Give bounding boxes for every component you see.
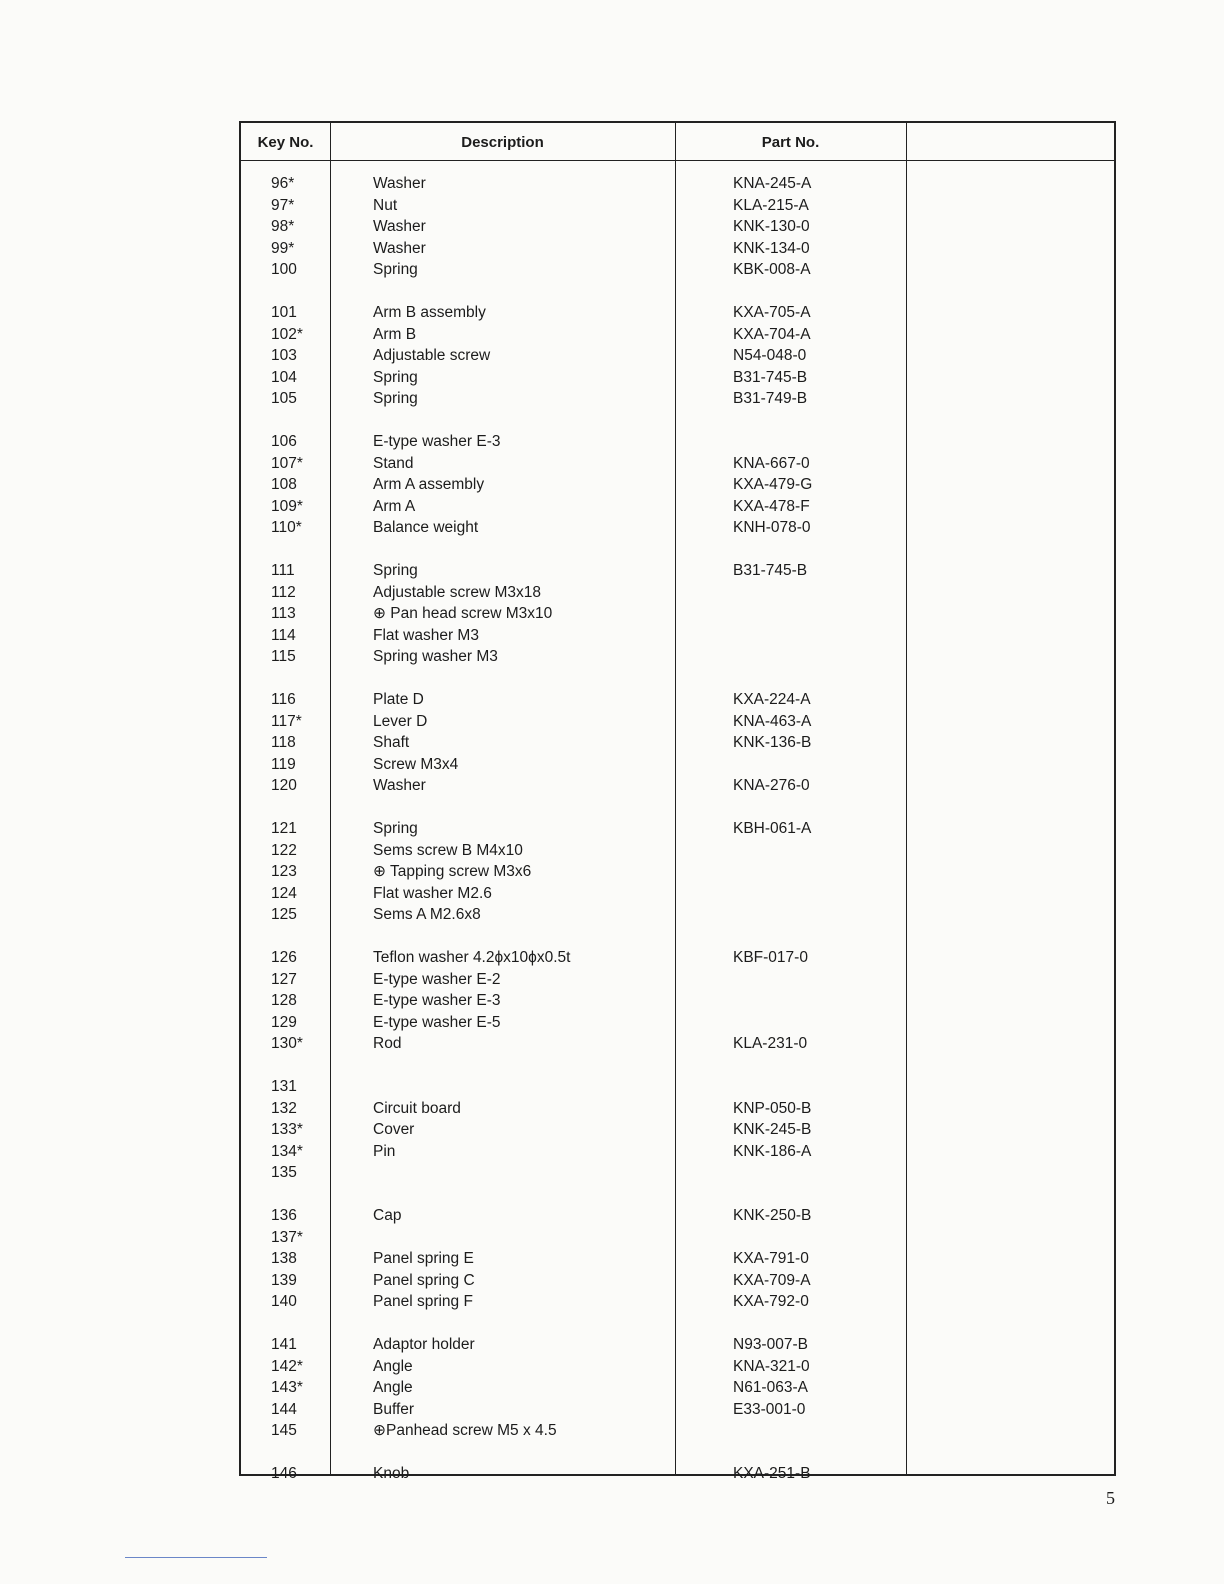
key-no-cell: 105 (271, 390, 297, 407)
description-cell: Arm A (373, 497, 416, 515)
description-cell: Knob (373, 1465, 410, 1482)
key-no-cell: 108 (271, 476, 297, 493)
table-row (241, 1033, 1114, 1055)
key-no-cell: 106 (271, 433, 297, 450)
part-no-cell: KNH-078-0 (733, 519, 811, 536)
description-cell: ⊕ Pan head screw M3x10 (373, 605, 553, 622)
key-no-cell: 99* (271, 239, 295, 257)
description-cell: Spring washer M3 (373, 648, 498, 665)
table-row (241, 1334, 1114, 1356)
description-cell: E-type washer E-3 (373, 433, 501, 450)
description-cell: E-type washer E-3 (373, 992, 501, 1009)
table-row (241, 496, 1114, 518)
key-no-cell: 120 (271, 777, 297, 794)
part-no-cell: KNA-276-0 (733, 777, 810, 794)
key-no-cell: 123 (271, 863, 297, 880)
key-no-cell: 101 (271, 304, 297, 321)
key-no-cell: 125 (271, 906, 297, 923)
key-no-cell: 142* (271, 1357, 303, 1375)
part-no-cell: KNA-667-0 (733, 454, 810, 472)
key-no-cell: 137* (271, 1228, 303, 1246)
description-cell: Screw M3x4 (373, 755, 459, 773)
description-cell: ⊕ Tapping screw M3x6 (373, 863, 532, 880)
part-no-cell: E33-001-0 (733, 1400, 806, 1418)
description-cell: Stand (373, 454, 414, 472)
part-no-cell: KBK-008-A (733, 261, 811, 278)
description-cell: Spring (373, 261, 418, 278)
table-row (241, 1141, 1114, 1163)
key-no-cell: 116 (271, 691, 296, 708)
table-row (241, 324, 1114, 346)
key-no-cell: 100 (271, 261, 297, 278)
key-no-cell: 110* (271, 519, 302, 536)
description-cell: Panel spring F (373, 1293, 473, 1310)
description-cell: Angle (373, 1379, 413, 1396)
key-no-cell: 146 (271, 1465, 297, 1482)
table-row (241, 1205, 1114, 1227)
table-row (241, 625, 1114, 647)
key-no-cell: 104 (271, 368, 297, 386)
table-row (241, 474, 1114, 496)
key-no-cell: 118 (271, 734, 296, 751)
row-group (241, 1205, 1114, 1313)
table-row (241, 517, 1114, 539)
key-no-cell: 124 (271, 884, 297, 902)
table-row (241, 1399, 1114, 1421)
table-row (241, 754, 1114, 776)
description-cell: Arm A assembly (373, 476, 485, 493)
table-row (241, 818, 1114, 840)
part-no-cell: KNA-245-A (733, 175, 812, 192)
part-no-cell: B31-745-B (733, 562, 808, 579)
description-cell: Washer (373, 239, 426, 257)
table-row (241, 732, 1114, 754)
table-row (241, 990, 1114, 1012)
table-row (241, 840, 1114, 862)
key-no-cell: 113 (271, 605, 296, 622)
description-cell: Pin (373, 1142, 396, 1160)
table-row (241, 431, 1114, 453)
key-no-cell: 131 (271, 1078, 297, 1095)
parts-list-table (239, 121, 1116, 1482)
description-cell: Arm B assembly (373, 304, 486, 321)
key-no-cell: 128 (271, 992, 297, 1009)
description-cell: Cover (373, 1121, 415, 1138)
key-no-cell: 109* (271, 497, 303, 515)
part-no-cell: KNK-186-A (733, 1142, 812, 1160)
table-row (241, 1119, 1114, 1141)
key-no-cell: 138 (271, 1250, 297, 1267)
part-no-cell: KXA-224-A (733, 691, 811, 708)
description-cell: Rod (373, 1035, 402, 1052)
description-cell: Spring (373, 368, 418, 386)
row-group (241, 1334, 1114, 1442)
table-row (241, 1076, 1114, 1098)
description-cell: Nut (373, 196, 398, 214)
part-no-cell: B31-745-B (733, 368, 808, 386)
table-body (241, 173, 1114, 1506)
description-cell: ⊕Panhead screw M5 x 4.5 (373, 1422, 557, 1439)
table-row (241, 775, 1114, 797)
row-group (241, 689, 1114, 797)
table-row (241, 904, 1114, 926)
row-group (241, 302, 1114, 410)
table-row (241, 1248, 1114, 1270)
description-cell: Sems A M2.6x8 (373, 906, 481, 923)
table-row (241, 969, 1114, 991)
description-cell: Circuit board (373, 1099, 461, 1117)
table-row (241, 1270, 1114, 1292)
part-no-cell: N93-007-B (733, 1336, 808, 1353)
table-row (241, 302, 1114, 324)
table-row (241, 453, 1114, 475)
table-row (241, 1162, 1114, 1184)
key-no-cell: 144 (271, 1400, 297, 1418)
description-cell: Arm B (373, 325, 417, 343)
description-cell: Shaft (373, 734, 410, 751)
table-row (241, 195, 1114, 217)
table-row (241, 1356, 1114, 1378)
description-cell: Panel spring C (373, 1271, 475, 1289)
key-no-cell: 102* (271, 325, 303, 343)
table-row (241, 947, 1114, 969)
table-row (241, 1377, 1114, 1399)
key-no-cell: 133* (271, 1121, 303, 1138)
table-row (241, 367, 1114, 389)
key-no-cell: 136 (271, 1207, 297, 1224)
page-number: 5 (1106, 1488, 1115, 1508)
table-row (241, 388, 1114, 410)
part-no-cell: KXA-791-0 (733, 1250, 809, 1267)
key-no-cell: 126 (271, 949, 297, 966)
key-no-cell: 143* (271, 1379, 303, 1396)
key-no-cell: 119 (271, 755, 296, 773)
description-cell: Washer (373, 218, 426, 235)
description-cell: E-type washer E-2 (373, 970, 501, 988)
header-key-no: Key No. (257, 134, 314, 151)
key-no-cell: 98* (271, 218, 295, 235)
row-group (241, 560, 1114, 668)
part-no-cell: KNA-463-A (733, 712, 812, 730)
part-no-cell: KLA-215-A (733, 196, 809, 214)
table-row (241, 1012, 1114, 1034)
description-cell: Angle (373, 1357, 413, 1375)
key-no-cell: 141 (271, 1336, 297, 1353)
part-no-cell: KLA-231-0 (733, 1035, 808, 1052)
description-cell: Buffer (373, 1400, 415, 1418)
table-row (241, 1463, 1114, 1485)
description-cell: Adjustable screw (373, 347, 491, 364)
table-row (241, 582, 1114, 604)
part-no-cell: KXA-792-0 (733, 1293, 809, 1310)
table-row (241, 259, 1114, 281)
header-description: Description (461, 134, 544, 151)
description-cell: Washer (373, 777, 426, 794)
key-no-cell: 112 (271, 583, 296, 601)
table-row (241, 861, 1114, 883)
key-no-cell: 114 (271, 626, 296, 644)
table-row (241, 560, 1114, 582)
key-no-cell: 111 (271, 562, 295, 579)
key-no-cell: 107* (271, 454, 303, 472)
description-cell: Flat washer M2.6 (373, 884, 492, 902)
part-no-cell: KNK-130-0 (733, 218, 810, 235)
table-row (241, 173, 1114, 195)
row-group (241, 1463, 1114, 1485)
table-row (241, 345, 1114, 367)
key-no-cell: 115 (271, 648, 296, 665)
part-no-cell: KXA-479-G (733, 476, 813, 493)
key-no-cell: 132 (271, 1099, 297, 1117)
key-no-cell: 97* (271, 196, 295, 214)
part-no-cell: KBF-017-0 (733, 949, 808, 966)
key-no-cell: 139 (271, 1271, 297, 1289)
part-no-cell: KBH-061-A (733, 820, 812, 837)
part-no-cell: B31-749-B (733, 390, 808, 407)
table-row (241, 1098, 1114, 1120)
footer-rule (125, 1557, 267, 1558)
row-group (241, 173, 1114, 281)
key-no-cell: 129 (271, 1013, 297, 1031)
row-group (241, 947, 1114, 1055)
part-no-cell: KXA-705-A (733, 304, 811, 321)
table-row (241, 603, 1114, 625)
table-row (241, 646, 1114, 668)
part-no-cell: KNK-245-B (733, 1121, 812, 1138)
description-cell: Washer (373, 175, 426, 192)
key-no-cell: 117* (271, 712, 302, 730)
header-blank (906, 123, 1116, 160)
header-divider (241, 160, 1114, 161)
description-cell: Plate D (373, 691, 424, 708)
key-no-cell: 135 (271, 1164, 297, 1181)
key-no-cell: 134* (271, 1142, 303, 1160)
description-cell: Sems screw B M4x10 (373, 841, 523, 859)
table-row (241, 1420, 1114, 1442)
description-cell: Cap (373, 1207, 402, 1224)
key-no-cell: 122 (271, 841, 297, 859)
key-no-cell: 145 (271, 1422, 297, 1439)
part-no-cell: KXA-709-A (733, 1271, 811, 1289)
key-no-cell: 121 (271, 820, 297, 837)
row-group (241, 818, 1114, 926)
part-no-cell: KNA-321-0 (733, 1357, 810, 1375)
key-no-cell: 130* (271, 1035, 303, 1052)
description-cell: Flat washer M3 (373, 626, 479, 644)
table-row (241, 216, 1114, 238)
description-cell: Adjustable screw M3x18 (373, 583, 541, 601)
key-no-cell: 103 (271, 347, 297, 364)
part-no-cell: KXA-251-B (733, 1465, 811, 1482)
description-cell: Spring (373, 562, 418, 579)
description-cell: E-type washer E-5 (373, 1013, 501, 1031)
key-no-cell: 127 (271, 970, 297, 988)
description-cell: Panel spring E (373, 1250, 474, 1267)
header-part-no: Part No. (761, 134, 820, 151)
table-row (241, 1227, 1114, 1249)
row-group (241, 1076, 1114, 1184)
part-no-cell: KNK-136-B (733, 734, 812, 751)
table-row (241, 689, 1114, 711)
description-cell: Spring (373, 390, 418, 407)
description-cell: Balance weight (373, 519, 479, 536)
key-no-cell: 140 (271, 1293, 297, 1310)
row-group (241, 431, 1114, 539)
table-row (241, 883, 1114, 905)
key-no-cell: 96* (271, 175, 295, 192)
description-cell: Spring (373, 820, 418, 837)
description-cell: Adaptor holder (373, 1336, 475, 1353)
table-row (241, 711, 1114, 733)
part-no-cell: N61-063-A (733, 1379, 808, 1396)
part-no-cell: KXA-478-F (733, 497, 810, 515)
table-row (241, 1291, 1114, 1313)
part-no-cell: KNK-250-B (733, 1207, 812, 1224)
part-no-cell: N54-048-0 (733, 347, 807, 364)
part-no-cell: KNK-134-0 (733, 239, 810, 257)
description-cell: Teflon washer 4.2ϕx10ϕx0.5t (373, 949, 571, 966)
table-row (241, 238, 1114, 260)
part-no-cell: KNP-050-B (733, 1099, 812, 1117)
part-no-cell: KXA-704-A (733, 325, 811, 343)
description-cell: Lever D (373, 712, 428, 730)
